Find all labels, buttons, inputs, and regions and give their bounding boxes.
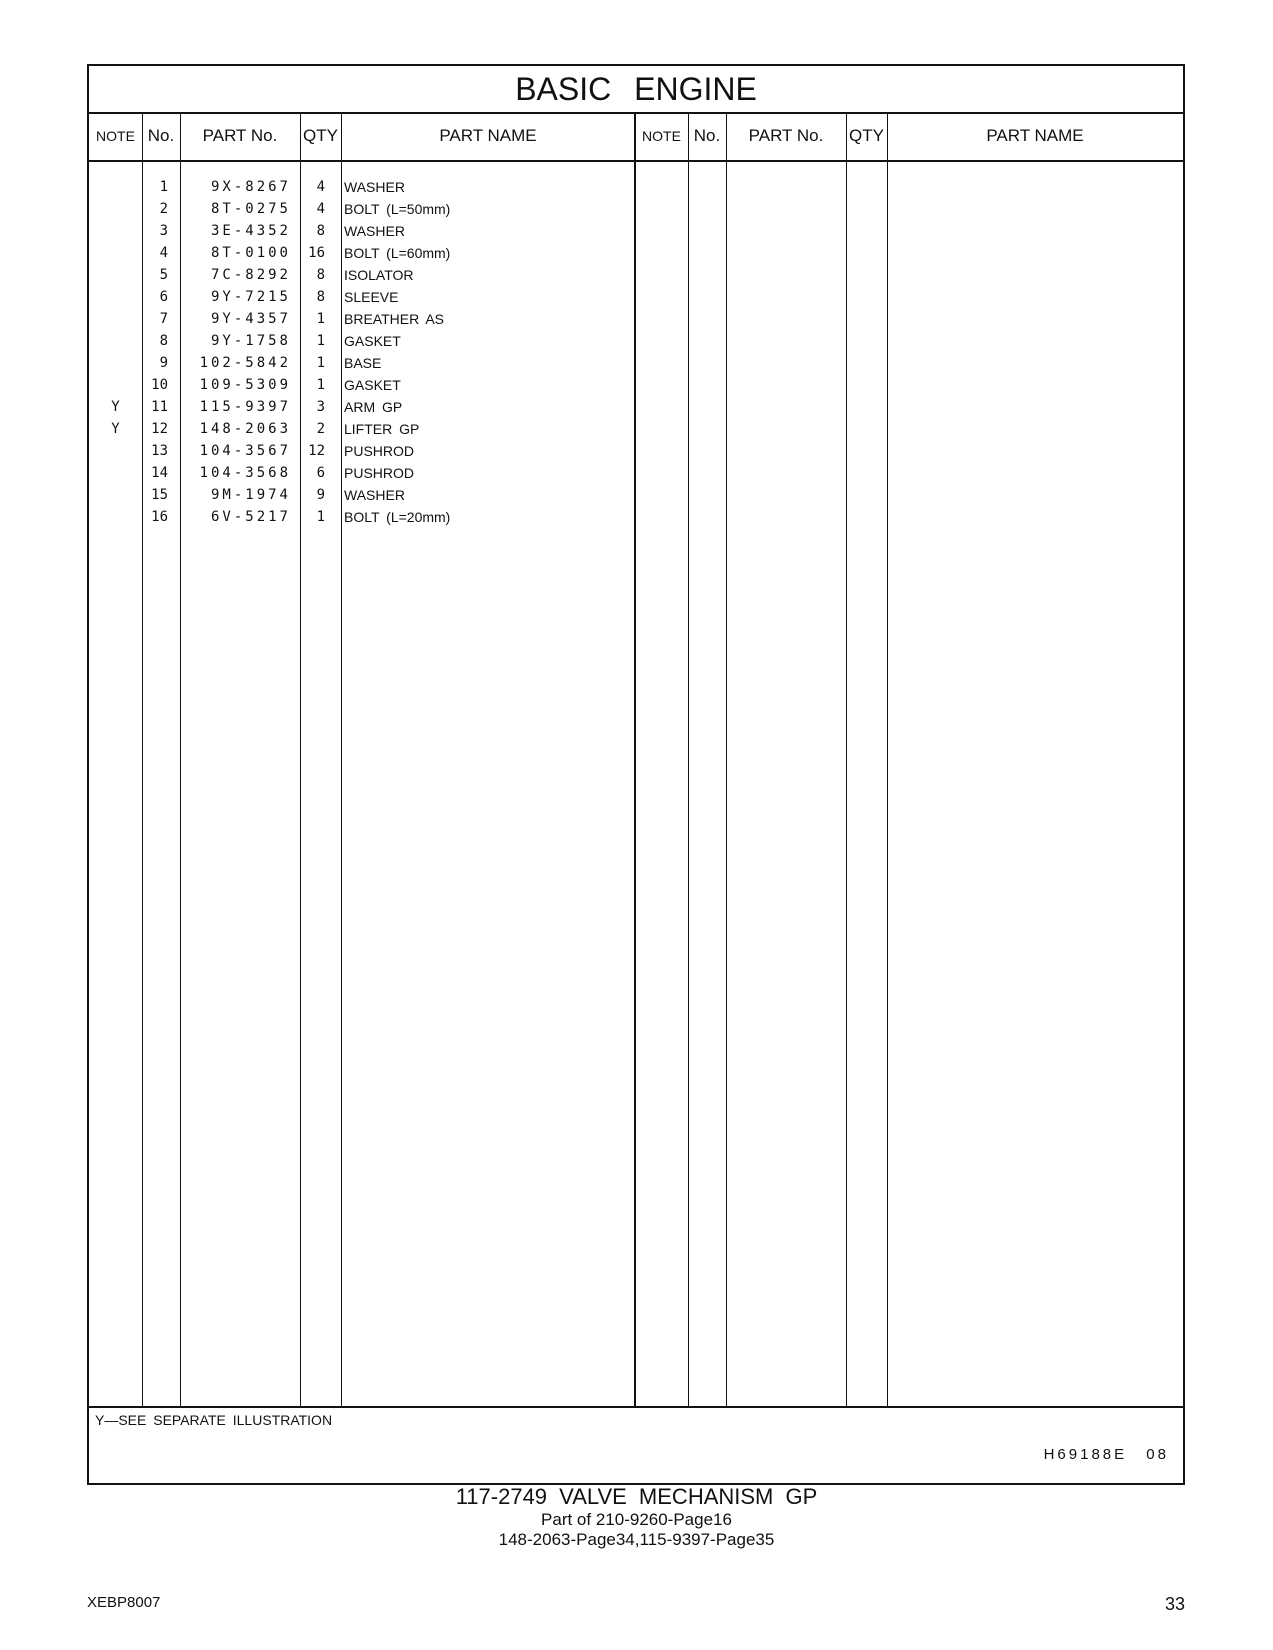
row-quantity: 12 xyxy=(308,443,325,459)
row-part-name: LIFTER GP xyxy=(344,421,420,437)
row-item-number: 4 xyxy=(159,245,168,261)
column-divider xyxy=(726,112,727,1406)
row-item-number: 13 xyxy=(151,443,168,459)
header-part-name-left: PART NAME xyxy=(439,126,537,145)
row-quantity: 4 xyxy=(316,201,325,217)
table-row xyxy=(89,396,639,418)
part-of-reference: Part of 210-9260-Page16 xyxy=(541,1510,732,1529)
row-part-name: BREATHER AS xyxy=(344,311,444,327)
table-row xyxy=(89,308,639,330)
row-part-name: ISOLATOR xyxy=(344,267,414,283)
row-part-number: 9Y-4357 xyxy=(210,311,291,327)
header-note-left: NOTE xyxy=(96,128,135,144)
row-part-number: 109-5309 xyxy=(199,377,291,393)
header-part-name-right: PART NAME xyxy=(986,126,1084,145)
row-part-number: 7C-8292 xyxy=(210,267,291,283)
table-row xyxy=(89,198,639,220)
table-row xyxy=(89,176,639,198)
row-quantity: 8 xyxy=(316,289,325,305)
table-row xyxy=(89,506,639,528)
row-part-number: 9X-8267 xyxy=(210,179,291,195)
row-item-number: 15 xyxy=(151,487,168,503)
row-item-number: 5 xyxy=(159,267,168,283)
header-no-right: No. xyxy=(693,126,721,145)
header-divider xyxy=(89,160,1183,162)
row-item-number: 2 xyxy=(159,201,168,217)
row-part-number: 102-5842 xyxy=(199,355,291,371)
table-row xyxy=(89,330,639,352)
row-quantity: 1 xyxy=(316,355,325,371)
table-row xyxy=(89,220,639,242)
group-title: 117-2749 VALVE MECHANISM GP xyxy=(455,1484,818,1509)
row-item-number: 12 xyxy=(151,421,168,437)
row-quantity: 2 xyxy=(316,421,325,437)
row-part-number: 9M-1974 xyxy=(210,487,291,503)
parts-table-frame xyxy=(87,64,1185,1485)
row-part-number: 8T-0275 xyxy=(210,201,291,217)
row-quantity: 1 xyxy=(316,311,325,327)
header-no-left: No. xyxy=(147,126,175,145)
row-part-number: 148-2063 xyxy=(199,421,291,437)
table-row xyxy=(89,374,639,396)
column-divider xyxy=(846,112,847,1406)
row-note: Y xyxy=(111,421,120,437)
row-item-number: 8 xyxy=(159,333,168,349)
row-item-number: 10 xyxy=(151,377,168,393)
column-divider xyxy=(887,112,888,1406)
row-part-name: PUSHROD xyxy=(344,465,415,481)
row-quantity: 9 xyxy=(316,487,325,503)
row-part-name: SLEEVE xyxy=(344,289,399,305)
row-quantity: 1 xyxy=(316,509,325,525)
illustration-ref-code: H69188E 08 xyxy=(1043,1446,1169,1463)
row-part-number: 8T-0100 xyxy=(210,245,291,261)
row-quantity: 3 xyxy=(316,399,325,415)
section-title: BASIC ENGINE xyxy=(89,66,1183,114)
table-row xyxy=(89,440,639,462)
header-part-no-right: PART No. xyxy=(748,126,824,145)
table-bottom-divider xyxy=(89,1406,1183,1408)
table-row xyxy=(89,242,639,264)
table-row xyxy=(89,484,639,506)
row-quantity: 1 xyxy=(316,377,325,393)
column-divider xyxy=(688,112,689,1406)
row-part-name: ARM GP xyxy=(344,399,403,415)
row-quantity: 8 xyxy=(316,223,325,239)
row-note: Y xyxy=(111,399,120,415)
row-quantity: 16 xyxy=(308,245,325,261)
row-part-number: 104-3567 xyxy=(199,443,291,459)
row-quantity: 1 xyxy=(316,333,325,349)
row-part-number: 9Y-1758 xyxy=(210,333,291,349)
row-item-number: 14 xyxy=(151,465,168,481)
row-item-number: 1 xyxy=(159,179,168,195)
table-row xyxy=(89,462,639,484)
row-item-number: 6 xyxy=(159,289,168,305)
row-quantity: 6 xyxy=(316,465,325,481)
header-qty-right: QTY xyxy=(849,126,884,145)
table-row xyxy=(89,418,639,440)
row-part-name: GASKET xyxy=(344,377,401,393)
table-row xyxy=(89,286,639,308)
row-part-name: BOLT (L=60mm) xyxy=(344,245,451,261)
document-id: XEBP8007 xyxy=(87,1594,161,1611)
footnote: Y—SEE SEPARATE ILLUSTRATION xyxy=(95,1412,333,1428)
row-quantity: 8 xyxy=(316,267,325,283)
row-part-name: GASKET xyxy=(344,333,401,349)
row-item-number: 7 xyxy=(159,311,168,327)
page-references: 148-2063-Page34,115-9397-Page35 xyxy=(498,1530,775,1549)
row-part-name: BOLT (L=20mm) xyxy=(344,509,451,525)
row-part-number: 104-3568 xyxy=(199,465,291,481)
row-part-number: 6V-5217 xyxy=(210,509,291,525)
table-row xyxy=(89,352,639,374)
row-part-name: BASE xyxy=(344,355,382,371)
row-part-name: BOLT (L=50mm) xyxy=(344,201,451,217)
row-item-number: 16 xyxy=(151,509,168,525)
row-part-number: 115-9397 xyxy=(199,399,291,415)
row-part-name: WASHER xyxy=(344,223,405,239)
row-item-number: 3 xyxy=(159,223,168,239)
row-item-number: 9 xyxy=(159,355,168,371)
row-item-number: 11 xyxy=(151,399,168,415)
page-number: 33 xyxy=(1164,1594,1185,1614)
row-part-number: 3E-4352 xyxy=(210,223,291,239)
row-part-name: WASHER xyxy=(344,179,405,195)
header-note-right: NOTE xyxy=(642,128,681,144)
header-qty-left: QTY xyxy=(303,126,338,145)
row-part-number: 9Y-7215 xyxy=(210,289,291,305)
row-part-name: WASHER xyxy=(344,487,405,503)
table-row xyxy=(89,264,639,286)
header-part-no-left: PART No. xyxy=(202,126,278,145)
row-quantity: 4 xyxy=(316,179,325,195)
row-part-name: PUSHROD xyxy=(344,443,415,459)
